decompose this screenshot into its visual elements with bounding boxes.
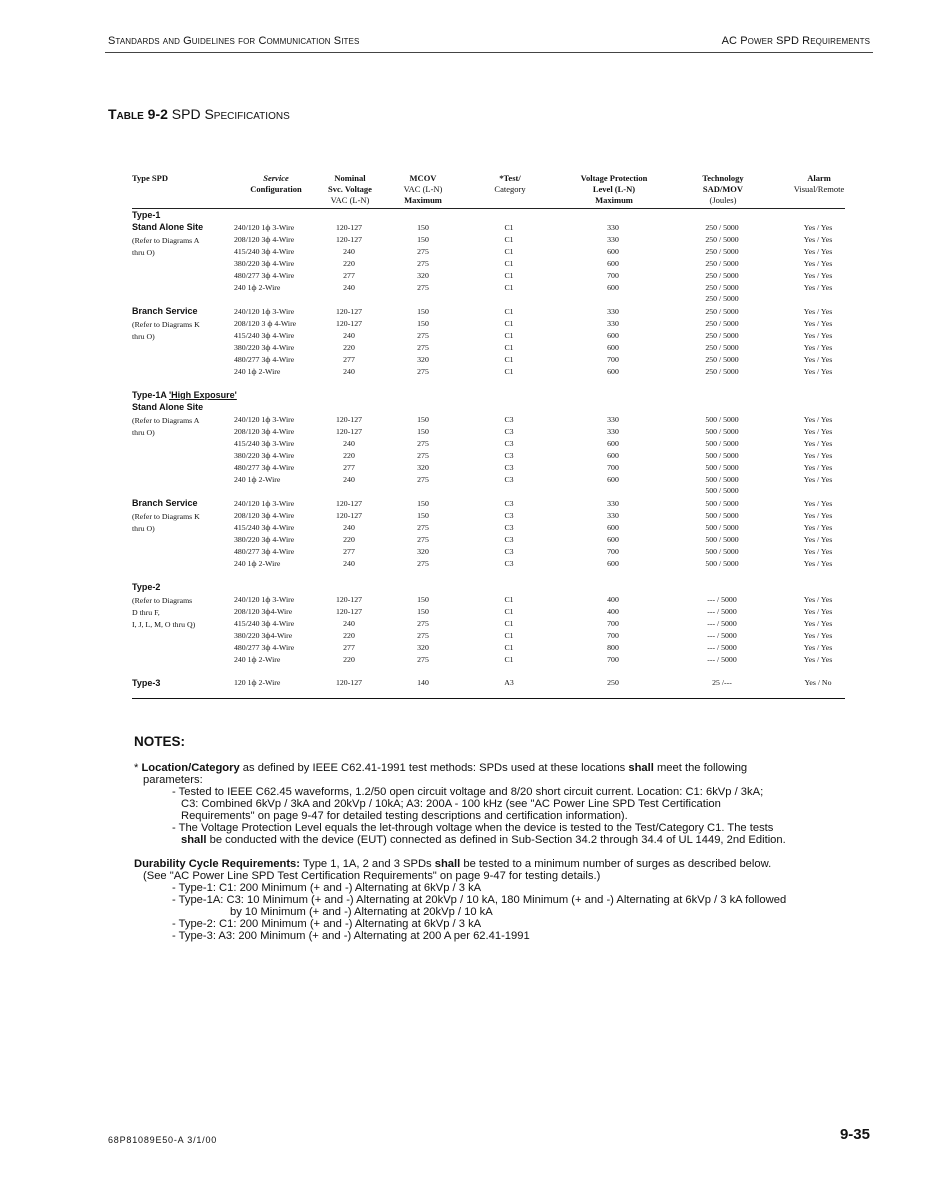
cell-service: 480/277 3ф 4-Wire [234, 462, 295, 472]
cell-voltage-protection: 400 [607, 606, 619, 616]
cell-technology: --- / 5000 [707, 654, 737, 664]
cell-alarm: Yes / Yes [803, 474, 833, 484]
cell-technology: 250 / 5000 [705, 318, 739, 328]
cell-alarm: Yes / Yes [803, 534, 833, 544]
cell-alarm: Yes / Yes [803, 606, 833, 616]
cell-test-category: C1 [504, 270, 514, 280]
cell-mcov: 320 [417, 546, 429, 556]
cell-alarm: Yes / Yes [803, 342, 833, 352]
cell-mcov: 275 [417, 474, 429, 484]
cell-mcov: 150 [417, 318, 429, 328]
cell-service: 120 1ф 2-Wire [234, 678, 281, 687]
cell-voltage-protection: 330 [607, 307, 619, 316]
cell-service: 380/220 3ф 4-Wire [234, 342, 295, 352]
cell-test-category: C1 [504, 630, 514, 640]
cell-service: 208/120 3ф 4-Wire [234, 426, 295, 436]
cell-test-category: C3 [504, 426, 514, 436]
cell-mcov: 150 [417, 499, 429, 508]
cell-service: 415/240 3ф 4-Wire [234, 618, 295, 628]
cell-technology: 500 / 5000 [705, 499, 739, 508]
group-branch-label: Branch Service [132, 498, 198, 508]
table-number: Table 9-2 [108, 106, 168, 122]
table-name: SPD Specifications [171, 106, 290, 122]
cell-service: 240 1ф 2-Wire [234, 282, 281, 292]
cell-nominal: 240 [343, 618, 355, 628]
cell-service: 380/220 3ф4-Wire [234, 630, 293, 640]
cell-alarm: Yes / Yes [803, 366, 833, 376]
cell-test-category: C1 [504, 366, 514, 376]
cell-service: 240/120 1ф 3-Wire [234, 223, 295, 232]
cell-service: 240 1ф 2-Wire [234, 654, 281, 664]
cell-technology: 500 / 5000 [705, 486, 739, 496]
cell-nominal: 220 [343, 450, 355, 460]
cell-voltage-protection: 700 [607, 654, 619, 664]
cell-voltage-protection: 600 [607, 450, 619, 460]
cell-technology: 500 / 5000 [705, 558, 739, 568]
cell-mcov: 275 [417, 330, 429, 340]
cell-technology: 250 / 5000 [705, 330, 739, 340]
cell-test-category: C3 [504, 546, 514, 556]
cell-alarm: Yes / Yes [803, 234, 833, 244]
cell-nominal: 240 [343, 558, 355, 568]
cell-service: 415/240 3ф 4-Wire [234, 246, 295, 256]
cell-alarm: Yes / Yes [803, 462, 833, 472]
note-line: - Type-1A: C3: 10 Minimum (+ and -) Alternating at 20kVp / 10 kA, 180 Minimum (+ and -) Alternating at 6kVp / 3 kA followed [172, 894, 787, 906]
cell-technology: 250 / 5000 [705, 234, 739, 244]
cell-test-category: C1 [504, 342, 514, 352]
cell-technology: 250 / 5000 [705, 223, 739, 232]
cell-voltage-protection: 700 [607, 270, 619, 280]
cell-test-category: C1 [504, 606, 514, 616]
cell-service: 208/120 3ф 4-Wire [234, 234, 295, 244]
group-standalone-label: Stand Alone Site [132, 402, 204, 412]
cell-mcov: 320 [417, 462, 429, 472]
note-line: - Tested to IEEE C62.45 waveforms, 1.2/50 open circuit voltage and 8/20 short circuit current. Location: C1: 6kVp / 3kA; [172, 786, 764, 798]
cell-mcov: 275 [417, 438, 429, 448]
cell-service: 415/240 3ф 4-Wire [234, 330, 295, 340]
cell-voltage-protection: 330 [607, 415, 619, 424]
cell-mcov: 275 [417, 654, 429, 664]
cell-technology: 250 / 5000 [705, 294, 739, 304]
cell-nominal: 277 [343, 354, 355, 364]
group-ref-note: (Refer to Diagrams [132, 596, 193, 605]
group-ref-note: (Refer to Diagrams A [132, 236, 200, 245]
cell-technology: 250 / 5000 [705, 342, 739, 352]
cell-technology: 500 / 5000 [705, 415, 739, 424]
cell-service: 208/120 3ф 4-Wire [234, 510, 295, 520]
group-standalone-label: Stand Alone Site [132, 222, 204, 232]
cell-test-category: C1 [504, 234, 514, 244]
group-ref-note: (Refer to Diagrams K [132, 512, 200, 521]
cell-nominal: 120-127 [336, 595, 362, 604]
cell-voltage-protection: 330 [607, 499, 619, 508]
note-line: parameters: [143, 774, 203, 786]
cell-nominal: 120-127 [336, 606, 362, 616]
cell-mcov: 275 [417, 258, 429, 268]
note-line: Requirements" on page 9-47 for detailed testing descriptions and certification information). [181, 810, 628, 822]
cell-mcov: 275 [417, 618, 429, 628]
cell-test-category: C1 [504, 282, 514, 292]
cell-alarm: Yes / Yes [803, 558, 833, 568]
table-title [108, 106, 290, 122]
cell-technology: 250 / 5000 [705, 246, 739, 256]
cell-technology: 500 / 5000 [705, 450, 739, 460]
cell-test-category: C1 [504, 223, 514, 232]
cell-test-category: C1 [504, 642, 514, 652]
cell-nominal: 220 [343, 258, 355, 268]
group-branch-label: Branch Service [132, 306, 198, 316]
cell-mcov: 275 [417, 630, 429, 640]
cell-voltage-protection: 700 [607, 630, 619, 640]
col-header-voltage-protection: Voltage Protection Level (L-N) Maximum [580, 173, 648, 205]
cell-mcov: 150 [417, 595, 429, 604]
col-header-mcov: MCOV VAC (L-N) Maximum [403, 173, 443, 205]
cell-test-category: C1 [504, 354, 514, 364]
cell-technology: 250 / 5000 [705, 258, 739, 268]
group-ref-note: (Refer to Diagrams K [132, 320, 200, 329]
cell-service: 240 1ф 2-Wire [234, 474, 281, 484]
cell-test-category: C3 [504, 474, 514, 484]
cell-test-category: C3 [504, 499, 514, 508]
col-header-type-spd: Type SPD [132, 173, 168, 183]
cell-technology: 500 / 5000 [705, 534, 739, 544]
cell-voltage-protection: 700 [607, 354, 619, 364]
cell-technology: 250 / 5000 [705, 366, 739, 376]
note-line: C3: Combined 6kVp / 3kA and 20kVp / 10kA; A3: 200A - 100 kHz (see "AC Power Line SPD Test Certification [181, 798, 721, 810]
group-type1-label: Type-1 [132, 210, 161, 220]
cell-nominal: 240 [343, 474, 355, 484]
cell-technology: 500 / 5000 [705, 426, 739, 436]
group-type2-label: Type-2 [132, 582, 161, 592]
group-type3-label: Type-3 [132, 678, 161, 688]
cell-alarm: Yes / Yes [803, 318, 833, 328]
cell-voltage-protection: 600 [607, 558, 619, 568]
cell-mcov: 320 [417, 270, 429, 280]
cell-technology: 500 / 5000 [705, 522, 739, 532]
cell-technology: 500 / 5000 [705, 510, 739, 520]
cell-technology: --- / 5000 [707, 606, 737, 616]
cell-test-category: C1 [504, 258, 514, 268]
cell-alarm: Yes / Yes [803, 223, 833, 232]
note-line: by 10 Minimum (+ and -) Alternating at 20kVp / 10 kA [230, 906, 493, 918]
cell-voltage-protection: 600 [607, 474, 619, 484]
cell-service: 480/277 3ф 4-Wire [234, 642, 295, 652]
footer-doc-id: 68P81089E50-A 3/1/00 [108, 1135, 218, 1145]
cell-mcov: 150 [417, 307, 429, 316]
cell-voltage-protection: 700 [607, 462, 619, 472]
cell-nominal: 240 [343, 522, 355, 532]
cell-voltage-protection: 600 [607, 522, 619, 532]
cell-mcov: 320 [417, 354, 429, 364]
col-header-test-category: *Test/ Category [494, 173, 526, 194]
cell-nominal: 220 [343, 654, 355, 664]
cell-voltage-protection: 330 [607, 223, 619, 232]
cell-service: 240/120 1ф 3-Wire [234, 595, 295, 604]
cell-service: 240 1ф 2-Wire [234, 558, 281, 568]
cell-technology: --- / 5000 [707, 630, 737, 640]
cell-nominal: 240 [343, 438, 355, 448]
cell-voltage-protection: 400 [607, 595, 619, 604]
cell-service: 240/120 1ф 3-Wire [234, 415, 295, 424]
notes-title: NOTES: [134, 734, 186, 749]
cell-alarm: Yes / Yes [803, 246, 833, 256]
cell-alarm: Yes / Yes [803, 595, 833, 604]
cell-voltage-protection: 600 [607, 534, 619, 544]
page-number: 9-35 [839, 1126, 870, 1143]
cell-technology: 250 / 5000 [705, 270, 739, 280]
cell-technology: 25 /--- [712, 678, 732, 687]
cell-test-category: C1 [504, 618, 514, 628]
cell-voltage-protection: 250 [607, 678, 619, 687]
cell-mcov: 320 [417, 642, 429, 652]
cell-mcov: 150 [417, 606, 429, 616]
note-line: - Type-1: C1: 200 Minimum (+ and -) Alternating at 6kVp / 3 kA [172, 882, 482, 894]
cell-alarm: Yes / Yes [803, 438, 833, 448]
cell-nominal: 240 [343, 330, 355, 340]
cell-technology: 250 / 5000 [705, 354, 739, 364]
cell-service: 415/240 3ф 3-Wire [234, 438, 295, 448]
cell-service: 208/120 3 ф 4-Wire [234, 318, 297, 328]
cell-service: 480/277 3ф 4-Wire [234, 546, 295, 556]
cell-nominal: 120-127 [336, 234, 362, 244]
cell-nominal: 120-127 [336, 510, 362, 520]
cell-technology: --- / 5000 [707, 595, 737, 604]
cell-service: 240 1ф 2-Wire [234, 366, 281, 376]
cell-alarm: Yes / Yes [803, 499, 833, 508]
cell-voltage-protection: 600 [607, 438, 619, 448]
cell-alarm: Yes / Yes [803, 642, 833, 652]
cell-technology: --- / 5000 [707, 618, 737, 628]
group-ref-note: I, J, L, M, O thru Q) [132, 620, 196, 629]
cell-mcov: 275 [417, 450, 429, 460]
cell-nominal: 240 [343, 246, 355, 256]
cell-alarm: Yes / Yes [803, 415, 833, 424]
cell-voltage-protection: 700 [607, 546, 619, 556]
note-line: - The Voltage Protection Level equals the let-through voltage when the device is tested to the Test/Category C1. The tests [172, 822, 774, 834]
running-header-left: Standards and Guidelines for Communication Sites [108, 35, 360, 47]
cell-voltage-protection: 330 [607, 426, 619, 436]
note-line: shall be conducted with the device (EUT) connected as defined in Sub-Section 34.2 through 34.4 of UL 1449, 2nd Edition. [181, 834, 786, 846]
cell-alarm: Yes / Yes [803, 630, 833, 640]
cell-service: 208/120 3ф4-Wire [234, 606, 293, 616]
cell-technology: 500 / 5000 [705, 474, 739, 484]
cell-technology: 500 / 5000 [705, 438, 739, 448]
cell-voltage-protection: 330 [607, 510, 619, 520]
cell-nominal: 277 [343, 546, 355, 556]
cell-nominal: 240 [343, 282, 355, 292]
header-rule [105, 52, 873, 53]
cell-service: 415/240 3ф 4-Wire [234, 522, 295, 532]
cell-mcov: 275 [417, 282, 429, 292]
cell-service: 480/277 3ф 4-Wire [234, 270, 295, 280]
cell-voltage-protection: 600 [607, 366, 619, 376]
cell-mcov: 275 [417, 342, 429, 352]
cell-mcov: 140 [417, 678, 429, 687]
cell-voltage-protection: 800 [607, 642, 619, 652]
cell-alarm: Yes / Yes [803, 450, 833, 460]
cell-mcov: 150 [417, 426, 429, 436]
cell-mcov: 275 [417, 366, 429, 376]
note-durability-line: Durability Cycle Requirements: Type 1, 1A, 2 and 3 SPDs shall be tested to a minimum number of surges as described below. [134, 858, 772, 870]
cell-nominal: 220 [343, 630, 355, 640]
cell-test-category: C3 [504, 438, 514, 448]
note-line: - Type-3: A3: 200 Minimum (+ and -) Alternating at 200 A per 62.41-1991 [172, 930, 530, 942]
cell-voltage-protection: 700 [607, 618, 619, 628]
col-header-alarm: Alarm Visual/Remote [793, 173, 845, 194]
cell-service: 380/220 3ф 4-Wire [234, 450, 295, 460]
cell-nominal: 120-127 [336, 415, 362, 424]
cell-alarm: Yes / Yes [803, 618, 833, 628]
cell-mcov: 150 [417, 234, 429, 244]
cell-test-category: C1 [504, 246, 514, 256]
cell-nominal: 240 [343, 366, 355, 376]
cell-test-category: C3 [504, 462, 514, 472]
cell-service: 480/277 3ф 4-Wire [234, 354, 295, 364]
cell-alarm: Yes / Yes [803, 654, 833, 664]
cell-nominal: 120-127 [336, 223, 362, 232]
cell-technology: 250 / 5000 [705, 307, 739, 316]
cell-mcov: 275 [417, 522, 429, 532]
cell-voltage-protection: 600 [607, 330, 619, 340]
cell-mcov: 275 [417, 246, 429, 256]
col-header-technology: Technology SAD/MOV (Joules) [702, 173, 744, 205]
group-ref-note: thru O) [132, 524, 155, 533]
cell-voltage-protection: 600 [607, 246, 619, 256]
cell-nominal: 120-127 [336, 426, 362, 436]
cell-test-category: C1 [504, 330, 514, 340]
cell-mcov: 275 [417, 558, 429, 568]
group-type1a-label: Type-1A 'High Exposure' [132, 390, 237, 400]
table-top-rule [132, 208, 845, 209]
cell-alarm: Yes / Yes [803, 270, 833, 280]
cell-test-category: C3 [504, 522, 514, 532]
cell-test-category: C1 [504, 654, 514, 664]
cell-test-category: A3 [504, 678, 514, 687]
cell-test-category: C1 [504, 595, 514, 604]
cell-technology: 500 / 5000 [705, 546, 739, 556]
cell-alarm: Yes / Yes [803, 426, 833, 436]
cell-alarm: Yes / Yes [803, 258, 833, 268]
cell-voltage-protection: 600 [607, 258, 619, 268]
cell-nominal: 120-127 [336, 678, 362, 687]
cell-nominal: 220 [343, 534, 355, 544]
cell-alarm: Yes / Yes [803, 522, 833, 532]
running-header-right: AC Power SPD Requirements [721, 35, 870, 47]
cell-alarm: Yes / No [804, 678, 832, 687]
cell-nominal: 220 [343, 342, 355, 352]
cell-alarm: Yes / Yes [803, 282, 833, 292]
cell-nominal: 120-127 [336, 307, 362, 316]
cell-nominal: 277 [343, 270, 355, 280]
col-header-nominal: Nominal Svc. Voltage VAC (L-N) [328, 173, 372, 205]
cell-service: 380/220 3ф 4-Wire [234, 534, 295, 544]
cell-voltage-protection: 600 [607, 342, 619, 352]
cell-voltage-protection: 330 [607, 318, 619, 328]
cell-voltage-protection: 600 [607, 282, 619, 292]
cell-mcov: 150 [417, 415, 429, 424]
cell-service: 240/120 1ф 3-Wire [234, 499, 295, 508]
col-header-service: Service Configuration [250, 173, 302, 194]
cell-technology: 500 / 5000 [705, 462, 739, 472]
cell-test-category: C1 [504, 318, 514, 328]
note-location-line: * Location/Category as defined by IEEE C62.41-1991 test methods: SPDs used at these locations shall meet the following [134, 762, 748, 774]
cell-nominal: 277 [343, 642, 355, 652]
cell-test-category: C3 [504, 510, 514, 520]
cell-test-category: C3 [504, 534, 514, 544]
cell-service: 240/120 1ф 3-Wire [234, 307, 295, 316]
group-ref-note: thru O) [132, 332, 155, 341]
cell-alarm: Yes / Yes [803, 330, 833, 340]
group-ref-note: (Refer to Diagrams A [132, 416, 200, 425]
table-bottom-rule [132, 698, 845, 699]
note-line: (See "AC Power Line SPD Test Certification Requirements" on page 9-47 for testing details.) [143, 870, 601, 882]
cell-technology: 250 / 5000 [705, 282, 739, 292]
cell-nominal: 120-127 [336, 499, 362, 508]
cell-test-category: C1 [504, 307, 514, 316]
cell-test-category: C3 [504, 415, 514, 424]
cell-alarm: Yes / Yes [803, 354, 833, 364]
note-line: - Type-2: C1: 200 Minimum (+ and -) Alternating at 6kVp / 3 kA [172, 918, 482, 930]
cell-service: 380/220 3ф 4-Wire [234, 258, 295, 268]
cell-alarm: Yes / Yes [803, 510, 833, 520]
cell-test-category: C3 [504, 450, 514, 460]
cell-mcov: 150 [417, 510, 429, 520]
cell-mcov: 150 [417, 223, 429, 232]
cell-nominal: 120-127 [336, 318, 362, 328]
cell-voltage-protection: 330 [607, 234, 619, 244]
cell-alarm: Yes / Yes [803, 546, 833, 556]
cell-mcov: 275 [417, 534, 429, 544]
group-ref-note: D thru F, [132, 608, 160, 617]
cell-technology: --- / 5000 [707, 642, 737, 652]
group-ref-note: thru O) [132, 248, 155, 257]
cell-test-category: C3 [504, 558, 514, 568]
group-ref-note: thru O) [132, 428, 155, 437]
cell-alarm: Yes / Yes [803, 307, 833, 316]
cell-nominal: 277 [343, 462, 355, 472]
